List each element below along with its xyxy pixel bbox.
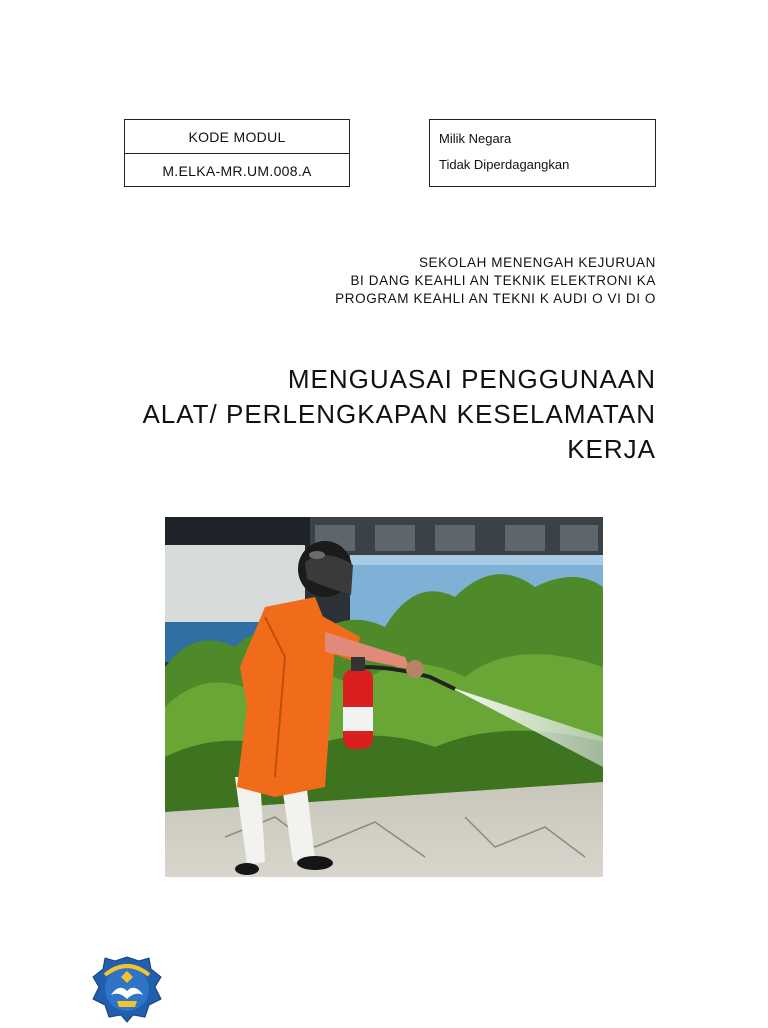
title-line-3: KERJA bbox=[567, 434, 656, 464]
ownership-line-2: Tidak Diperdagangkan bbox=[439, 157, 570, 172]
school-line-2: BI DANG KEAHLI AN TEKNIK ELEKTRONI KA bbox=[350, 273, 656, 288]
ownership-line-1: Milik Negara bbox=[439, 131, 512, 146]
module-code-box bbox=[124, 119, 350, 187]
module-code-header: KODE MODUL bbox=[125, 120, 349, 154]
title-line-1: MENGUASAI PENGGUNAAN bbox=[287, 364, 656, 394]
fire-extinguisher-worker-photo-icon bbox=[165, 517, 603, 877]
tut-wuri-handayani-logo bbox=[91, 955, 163, 1023]
module-title bbox=[142, 362, 656, 467]
school-line-1: SEKOLAH MENENGAH KEJURUAN bbox=[418, 255, 656, 270]
module-code-value: M.ELKA-MR.UM.008.A bbox=[162, 162, 312, 179]
tut-wuri-handayani-emblem-icon bbox=[91, 955, 163, 1023]
school-heading bbox=[335, 254, 656, 308]
school-line-3: PROGRAM KEAHLI AN TEKNI K AUDI O VI DI O bbox=[335, 291, 656, 306]
ownership-box bbox=[429, 119, 656, 187]
title-line-2: ALAT/ PERLENGKAPAN KESELAMATAN bbox=[142, 399, 656, 429]
cover-photo bbox=[165, 517, 603, 877]
